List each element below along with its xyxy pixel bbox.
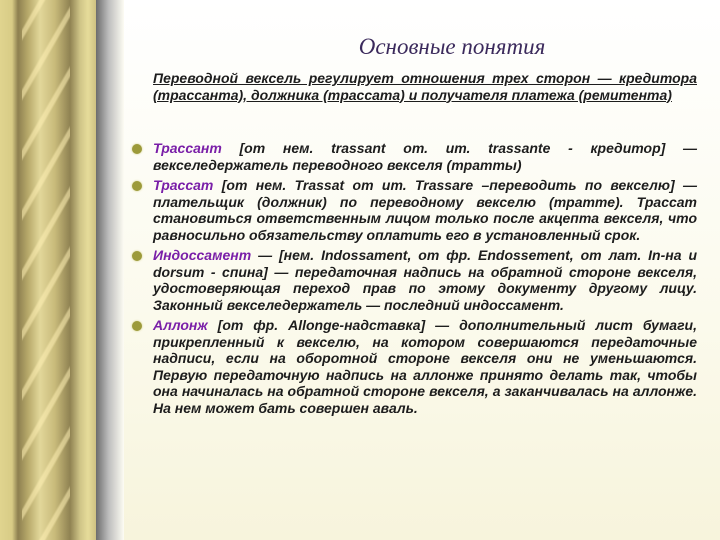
term: Индоссамент [153,247,252,263]
decorative-pillar [0,0,96,540]
definition: [от фр. Allonge-надставка] — дополнительный лист бумаги, прикрепленный к векселю, на котором совершаются передаточные надписи, если на оборотной стороне векселя они не уменьшаются. Первую передаточную надпись на аллонже принято делать так, чтобы она начиналась на обратной стороне векселя, а заканчивалась на аллонже. На нем может бать совершен аваль. [153,317,697,416]
slide-title: Основные понятия [358,34,546,59]
bullet-icon [132,251,142,261]
bullet-icon [132,144,142,154]
term: Аллонж [153,317,208,333]
pillar-shadow [96,0,124,540]
definition: [от нем. trassant от. ит. trassante - кредитор] — векселедержатель переводного векселя (тратты) [153,140,697,173]
definitions-list [153,140,697,420]
bullet-icon [132,181,142,191]
list-item [153,247,697,313]
definition: — [нем. Indossament, от фр. Endossement, от лат. In-на и dorsum - спина] — передаточная надпись на обратной стороне векселя, удостоверяющая переход прав по этому документу другому лицу. Законный векселедержатель — последний индоссамент. [153,247,697,313]
list-item [153,140,697,173]
bullet-icon [132,321,142,331]
intro-paragraph: Переводной вексель регулирует отношения трех сторон — кредитора (трассанта), должника (трассата) и получателя платежа (ремитента) [153,70,697,103]
list-item [153,317,697,416]
list-item [153,177,697,243]
definition: [от нем. Trassat от ит. Trassare –переводить по векселю] — плательщик (должник) по переводному векселю (тратте). Трассат становиться ответственным лицом только после акцепта векселя, что равносильно обязательству оплатить его в установленный срок. [153,177,697,243]
term: Трассант [153,140,222,156]
term: Трассат [153,177,214,193]
